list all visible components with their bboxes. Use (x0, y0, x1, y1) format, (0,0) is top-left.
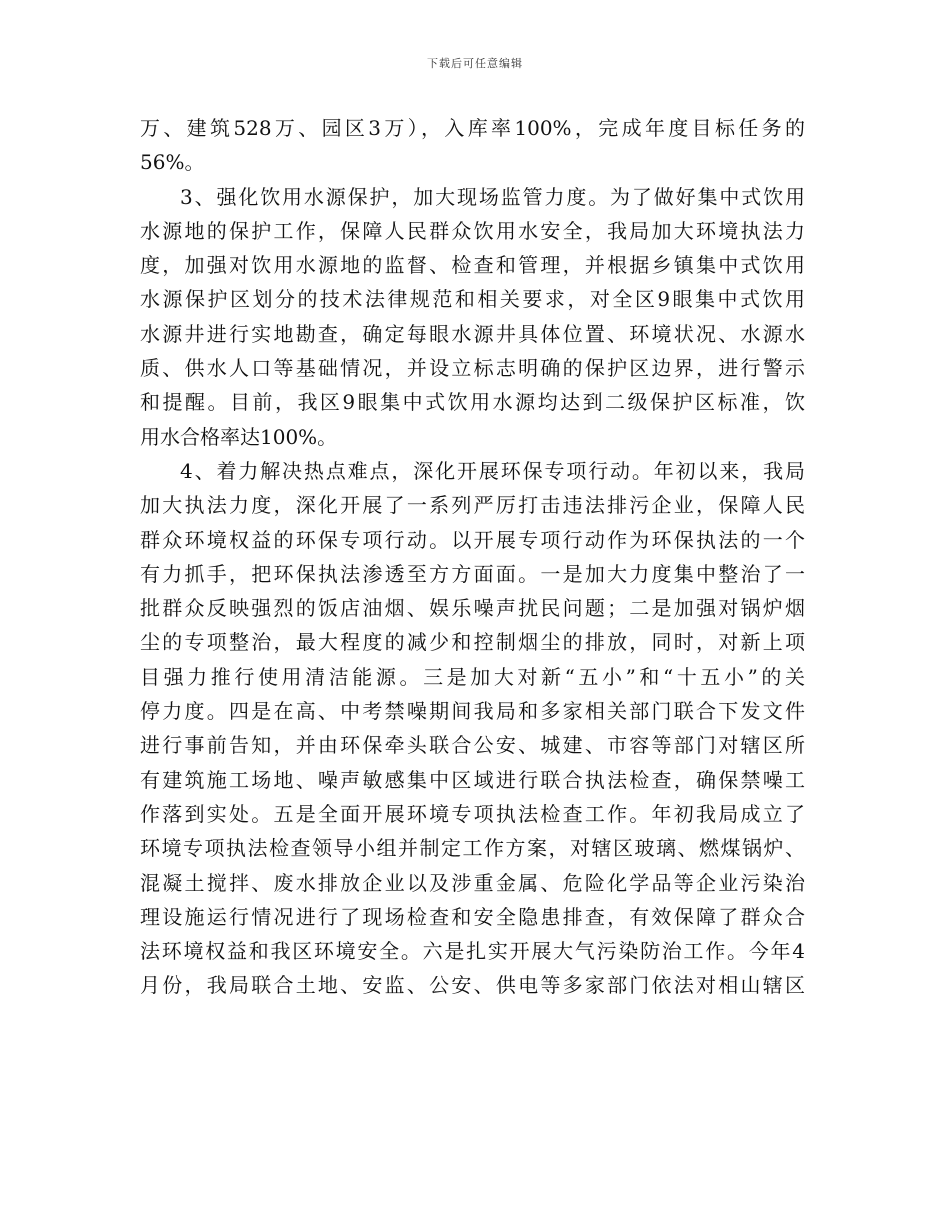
text-line: 月份，我局联合土地、安监、公安、供电等多家部门依法对相山辖区 (140, 973, 805, 998)
paragraph-water-source-protection (140, 180, 805, 454)
text-line: 有力抓手，把环保执法渗透至方方面面。一是加大力度集中整治了一 (140, 561, 805, 586)
text-line: 作落到实处。五是全面开展环境专项执法检查工作。年初我局成立了 (140, 801, 805, 826)
text-line: 质、供水人口等基础情况，并设立标志明确的保护区边界，进行警示 (140, 356, 805, 381)
text-line: 加大执法力度，深化开展了一系列严厉打击违法排污企业，保障人民 (140, 493, 805, 518)
text-line: 停力度。四是在高、中考禁噪期间我局和多家相关部门联合下发文件 (140, 699, 805, 724)
text-line: 用水合格率达100%。 (140, 424, 338, 449)
paragraph-continuation (140, 111, 805, 180)
text-line: 混凝土搅拌、废水排放企业以及涉重金属、危险化学品等企业污染治 (140, 870, 805, 895)
text-line: 理设施运行情况进行了现场检查和安全隐患排查，有效保障了群众合 (140, 904, 805, 929)
text-line: 有建筑施工场地、噪声敏感集中区域进行联合执法检查，确保禁噪工 (140, 767, 805, 792)
text-line: 批群众反映强烈的饭店油烟、娱乐噪声扰民问题；二是加强对锅炉烟 (140, 596, 805, 621)
text-line: 水源保护区划分的技术法律规范和相关要求，对全区9眼集中式饮用 (140, 287, 805, 312)
text-line: 56%。 (140, 150, 205, 175)
text-line: 法环境权益和我区环境安全。六是扎实开展大气污染防治工作。今年4 (140, 939, 805, 964)
text-line: 群众环境权益的环保专项行动。以开展专项行动作为环保执法的一个 (140, 527, 805, 552)
text-line: 水源井进行实地勘查，确定每眼水源井具体位置、环境状况、水源水 (140, 321, 805, 346)
text-line: 4、着力解决热点难点，深化开展环保专项行动。年初以来，我局 (180, 458, 805, 483)
document-body (140, 111, 805, 1003)
text-line: 目强力推行使用清洁能源。三是加大对新“五小”和“十五小”的关 (140, 664, 805, 689)
text-line: 和提醒。目前，我区9眼集中式饮用水源均达到二级保护区标准，饮 (140, 390, 805, 415)
text-line: 3、强化饮用水源保护，加大现场监管力度。为了做好集中式饮用 (180, 184, 805, 209)
text-line: 水源地的保护工作，保障人民群众饮用水安全，我局加大环境执法力 (140, 218, 805, 243)
text-line: 度，加强对饮用水源地的监督、检查和管理，并根据乡镇集中式饮用 (140, 253, 805, 278)
text-line: 进行事前告知，并由环保牵头联合公安、城建、市容等部门对辖区所 (140, 733, 805, 758)
text-line: 环境专项执法检查领导小组并制定工作方案，对辖区玻璃、燃煤锅炉、 (140, 836, 805, 861)
text-line: 万、建筑528万、园区3万），入库率100%，完成年度目标任务的 (140, 116, 805, 140)
page-header: 下载后可任意编辑 (427, 57, 523, 70)
paragraph-special-enforcement (140, 454, 805, 1003)
text-line: 尘的专项整治，最大程度的减少和控制烟尘的排放，同时，对新上项 (140, 630, 805, 655)
